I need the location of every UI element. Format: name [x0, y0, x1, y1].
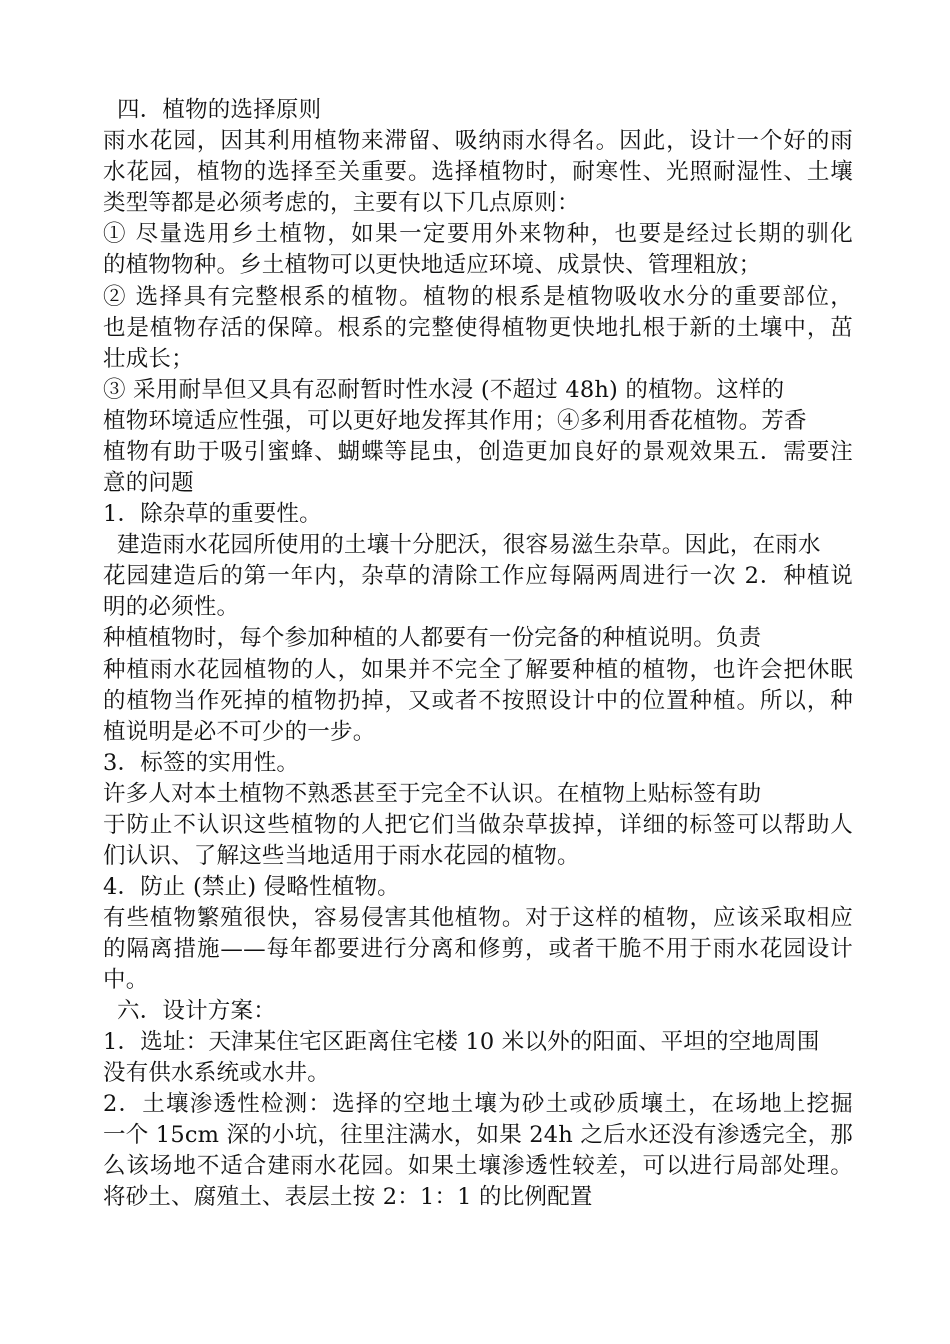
paragraph-line: 有些植物繁殖很快，容易侵害其他植物。对于这样的植物，应该采取相应: [103, 905, 853, 931]
paragraph-line: 意的问题: [103, 470, 194, 496]
numbered-heading: 1．除杂草的重要性。: [103, 501, 322, 527]
paragraph-line: 种植雨水花园植物的人，如果并不完全了解要种植的植物，也许会把休眠: [103, 657, 853, 683]
paragraph-line: 壮成长；: [103, 346, 194, 372]
paragraph-line: 么该场地不适合建雨水花园。如果土壤渗透性较差，可以进行局部处理。: [103, 1153, 853, 1179]
paragraph-line: 明的必须性。: [103, 594, 240, 620]
numbered-heading: 3．标签的实用性。: [103, 750, 300, 776]
numbered-heading: 1．选址：天津某住宅区距离住宅楼 10 米以外的阳面、平坦的空地周围: [103, 1029, 820, 1055]
paragraph-line: 雨水花园，因其利用植物来滞留、吸纳雨水得名。因此，设计一个好的雨: [103, 128, 853, 154]
paragraph-line: 也是植物存活的保障。根系的完整使得植物更快地扎根于新的土壤中，茁: [103, 315, 853, 341]
principle-item-3: ③ 采用耐旱但又具有忍耐暂时性水浸 (不超过 48h) 的植物。这样的: [103, 377, 785, 403]
paragraph-line: 没有供水系统或水井。: [103, 1060, 331, 1086]
section-heading: 四．植物的选择原则: [117, 97, 322, 123]
paragraph-line: 建造雨水花园所使用的土壤十分肥沃，很容易滋生杂草。因此，在雨水: [117, 532, 821, 558]
paragraph-line: 于防止不认识这些植物的人把它们当做杂草拔掉，详细的标签可以帮助人: [103, 812, 853, 838]
paragraph-line: 中。: [103, 967, 149, 993]
paragraph-line: 的植物物种。乡土植物可以更快地适应环境、成景快、管理粗放；: [103, 252, 762, 278]
paragraph-line: 种植植物时，每个参加种植的人都要有一份完备的种植说明。负责: [103, 625, 762, 651]
paragraph-line: 一个 15cm 深的小坑，往里注满水，如果 24h 之后水还没有渗透完全，那: [103, 1122, 853, 1148]
paragraph-line: 的植物当作死掉的植物扔掉，又或者不按照设计中的位置种植。所以，种: [103, 688, 853, 714]
paragraph-line: 植物环境适应性强，可以更好地发挥其作用；④多利用香花植物。芳香: [103, 408, 807, 434]
paragraph-line: 的隔离措施——每年都要进行分离和修剪，或者干脆不用于雨水花园设计: [103, 936, 853, 962]
paragraph-line: 类型等都是必须考虑的，主要有以下几点原则：: [103, 190, 580, 216]
numbered-heading: 2．土壤渗透性检测：选择的空地土壤为砂土或砂质壤土，在场地上挖掘: [103, 1091, 853, 1117]
numbered-heading: 4．防止 (禁止) 侵略性植物。: [103, 874, 400, 900]
section-heading: 六．设计方案：: [117, 998, 276, 1024]
paragraph-line: 植说明是必不可少的一步。: [103, 719, 376, 745]
principle-item-1: ① 尽量选用乡土植物，如果一定要用外来物种，也要是经过长期的驯化: [103, 221, 853, 247]
paragraph-line: 将砂土、腐殖土、表层土按 2：1：1 的比例配置: [103, 1184, 593, 1210]
paragraph-line: 们认识、了解这些当地适用于雨水花园的植物。: [103, 843, 580, 869]
paragraph-line: 水花园，植物的选择至关重要。选择植物时，耐寒性、光照耐湿性、土壤: [103, 159, 853, 185]
principle-item-2: ② 选择具有完整根系的植物。植物的根系是植物吸收水分的重要部位，: [103, 284, 853, 310]
paragraph-line: 花园建造后的第一年内，杂草的清除工作应每隔两周进行一次 2．种植说: [103, 563, 853, 589]
paragraph-line: 许多人对本土植物不熟悉甚至于完全不认识。在植物上贴标签有助: [103, 781, 762, 807]
paragraph-line: 植物有助于吸引蜜蜂、蝴蝶等昆虫，创造更加良好的景观效果五．需要注: [103, 439, 853, 465]
